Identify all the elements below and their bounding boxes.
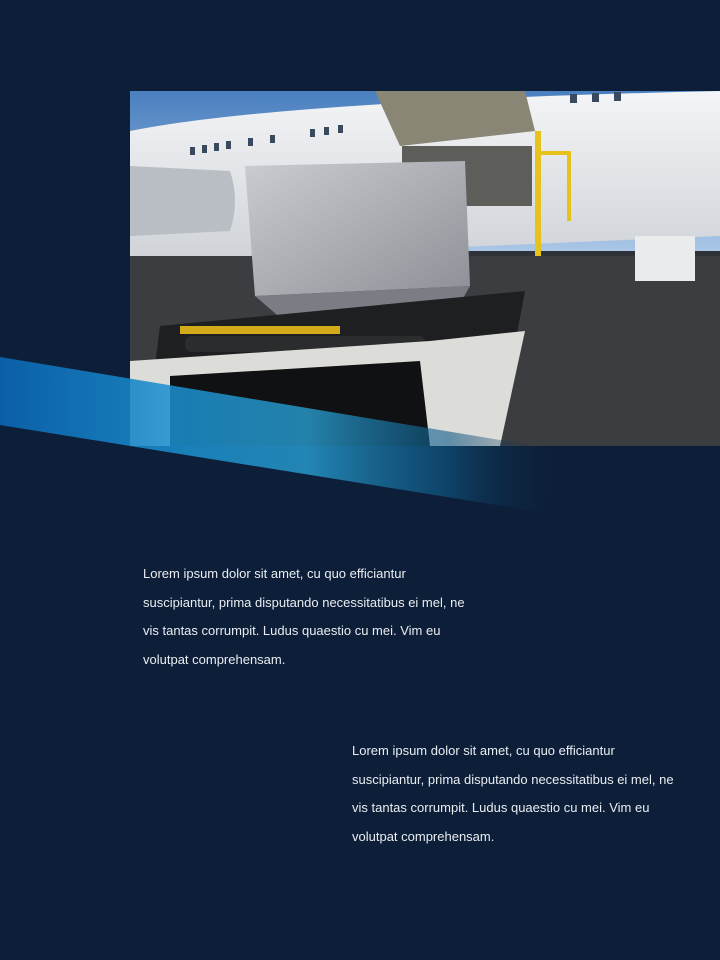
cargo-loading-illustration [130,91,720,446]
body-paragraph-2: Lorem ipsum dolor sit amet, cu quo efficiantur suscipiantur, prima disputando necessitatibus ei mel, ne vis tantas corrumpit. Ludus quaestio cu mei. Vim eu volutpat comprehensam. [352,743,674,844]
body-paragraph-1: Lorem ipsum dolor sit amet, cu quo efficiantur suscipiantur, prima disputando necessitatibus ei mel, ne vis tantas corrumpit. Ludus quaestio cu mei. Vim eu volutpat comprehensam. [143,566,465,667]
hero-photo-cargo-loading [130,91,720,446]
